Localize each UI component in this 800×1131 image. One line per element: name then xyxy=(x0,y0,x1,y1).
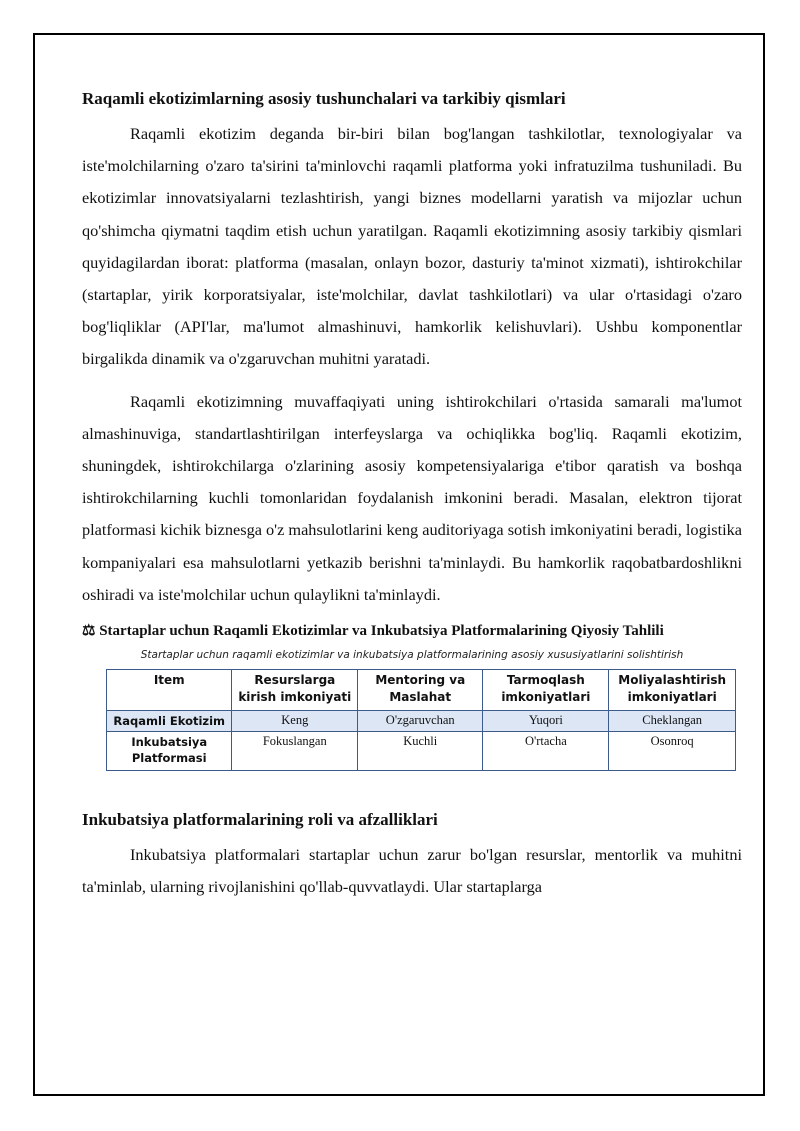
table-header-cell: Mentoring va Maslahat xyxy=(358,670,483,711)
table-header-cell: Moliyalashtirish imkoniyatlari xyxy=(609,670,736,711)
paragraph: Inkubatsiya platformalari startaplar uchun zarur bo'lgan resurslar, mentorlik va muhitni ta'minlab, ularning rivojlanishini qo'llab-quvvatlaydi. Ular startaplarga xyxy=(82,845,742,897)
comparison-table xyxy=(106,669,736,771)
table-cell: Keng xyxy=(232,711,358,732)
table-header-cell: Tarmoqlash imkoniyatlari xyxy=(483,670,609,711)
table-row xyxy=(107,711,736,732)
table-row-label: Raqamli Ekotizim xyxy=(107,711,232,732)
paragraph: Raqamli ekotizim deganda bir-biri bilan bog'langan tashkilotlar, texnologiyalar va iste'molchilarning o'zaro ta'sirini ta'minlovchi raqamli platforma yoki infratuzilma tushuniladi. Bu ekotizimlar innovatsiyalarni tezlashtirish, yangi biznes modellarni yaratish va mijozlar uchun qo'shimcha qiymatni taqdim etish uchun yaratilgan. Raqamli ekotizimning asosiy tarkibiy qismlari quyidagilardan iborat: platforma (masalan, onlayn bozor, dasturiy ta'minot xizmati), ishtirokchilar (startaplar, yirik korporatsiyalar, iste'molchilar, davlat tashkilotlari) va ular o'rtasidagi o'zaro bog'liqliklar (API'lar, ma'lumot almashinuvi, hamkorlik kelishuvlari). Ushbu komponentlar birgalikda dinamik va o'zgaruvchan muhitni yaratadi. xyxy=(82,124,742,369)
table-header-cell: Item xyxy=(107,670,232,711)
table-cell: Osonroq xyxy=(609,732,736,771)
spacer xyxy=(82,771,742,809)
table-header-cell: Resurslarga kirish imkoniyati xyxy=(232,670,358,711)
paragraph: Raqamli ekotizimning muvaffaqiyati uning ishtirokchilari o'rtasida samarali ma'lumot almashinuviga, standartlashtirilgan interfeyslarga va ochiqlikka bog'liq. Raqamli ekotizim, shuningdek, ishtirokchilarga o'zlarining asosiy kompetensiyalariga e'tibor qaratish va boshqa ishtirokchilarning kuchli tomonlaridan foydalanish imkonini beradi. Masalan, elektron tijorat platformasi kichik biznesga o'z mahsulotlarini keng auditoriyaga sotish imkoniyatini beradi, logistika kompaniyalari esa mahsulotlarni yetkazib berishni ta'minlaydi. Bu hamkorlik raqobatbardoshlikni oshiradi va iste'molchilar uchun qulaylikni ta'minlaydi. xyxy=(82,391,742,604)
table-cell: Fokuslangan xyxy=(232,732,358,771)
section-heading-ecosystems: Raqamli ekotizimlarning asosiy tushunchalari va tarkibiy qismlari xyxy=(82,89,566,108)
table-row-label: Inkubatsiya Platformasi xyxy=(107,732,232,771)
table-cell: Cheklangan xyxy=(609,711,736,732)
table-cell: O'rtacha xyxy=(483,732,609,771)
table-cell: O'zgaruvchan xyxy=(358,711,483,732)
table-row xyxy=(107,732,736,771)
table-title: ⚖ Startaplar uchun Raqamli Ekotizimlar va Inkubatsiya Platformalarining Qiyosiy Tahlili xyxy=(82,623,664,640)
section-heading-incubation: Inkubatsiya platformalarining roli va afzalliklari xyxy=(82,810,438,830)
table-cell: Yuqori xyxy=(483,711,609,732)
table-cell: Kuchli xyxy=(358,732,483,771)
table-header-row xyxy=(107,670,736,711)
document-body xyxy=(82,88,742,913)
table-subtitle: Startaplar uchun raqamli ekotizimlar va inkubatsiya platformalarining asosiy xususiyatlarini solishtirish xyxy=(140,649,684,662)
